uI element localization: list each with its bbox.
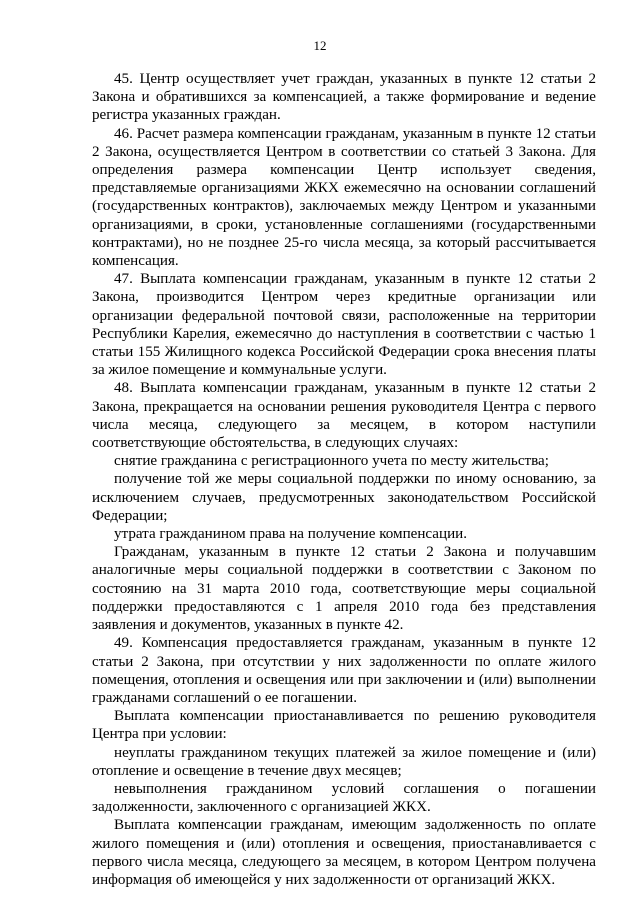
list-item-loss-of-right: утрата гражданином права на получение компенсации. [114, 526, 468, 543]
paragraph-49: 49. Компенсация предоставляется гражданам, указанным в пункте 12 статьи 2 Закона, при отсутствии у них задолженности по оплате жилого помещения, отопления и освещения или при заключении и (или) выполнении гражданами соглашений о ее погашении. [92, 635, 596, 706]
document-body [92, 70, 596, 889]
list-item-same-support: получение той же меры социальной поддержки по иному основанию, за исключением случаев, предусмотренных законодательством Российской Федерации; [92, 471, 596, 524]
paragraph-transition: Гражданам, указанным в пункте 12 статьи 2 Закона и получавшим аналогичные меры социальной поддержки в соответствии с Законом по состоянию на 31 марта 2010 года, соответствующие меры социальной поддержки предоставляются с 1 апреля 2010 года без представления заявления и документов, указанных в пункте 42. [92, 544, 596, 634]
list-item-nonpayment: неуплаты гражданином текущих платежей за жилое помещение и (или) отопление и освещение в течение двух месяцев; [92, 744, 596, 779]
paragraph-45: 45. Центр осуществляет учет граждан, указанных в пункте 12 статьи 2 Закона и обратившихся за компенсацией, а также формирование и ведение регистра указанных граждан. [92, 71, 596, 124]
paragraph-48: 48. Выплата компенсации гражданам, указанным в пункте 12 статьи 2 Закона, прекращается на основании решения руководителя Центра с первого числа месяца, следующего за месяцем, в котором наступили соответствующие обстоятельства, в следующих случаях: [92, 380, 596, 452]
paragraph-suspension: Выплата компенсации приостанавливается по решению руководителя Центра при условии: [92, 708, 596, 743]
page-number: 12 [313, 38, 327, 53]
list-item-deregistration: снятие гражданина с регистрационного учета по месту жительства; [114, 453, 549, 470]
paragraph-46: 46. Расчет размера компенсации гражданам, указанным в пункте 12 статьи 2 Закона, осуществляется Центром в соответствии со статьей 3 Закона. Для определения размера компенсации Центр использует сведения, представляемые организациями ЖКХ ежемесячно на основании соглашений (государственных контрактов), заключаемых между Центром и указанными организациями, в сроки, установленные соглашениями (государственными контрактами), но не позднее 25-го числа месяца, за который рассчитывается компенсация. [92, 125, 596, 270]
paragraph-suspension-debt: Выплата компенсации гражданам, имеющим задолженность по оплате жилого помещения и (или) отопления и освещения, приостанавливается с первого числа месяца, следующего за месяцем, в котором Центром получена информация об имеющейся у них задолженности от организаций ЖКХ. [92, 817, 596, 888]
list-item-agreement-breach: невыполнения гражданином условий соглашения о погашении задолженности, заключенного с организацией ЖКХ. [92, 780, 596, 816]
paragraph-47: 47. Выплата компенсации гражданам, указанным в пункте 12 статьи 2 Закона, производится Центром через кредитные организации или организации федеральной почтовой связи, расположенные на территории Республики Карелия, ежемесячно до наступления в соответствии с частью 1 статьи 155 Жилищного кодекса Российской Федерации срока внесения платы за жилое помещение и коммунальные услуги. [92, 271, 596, 379]
